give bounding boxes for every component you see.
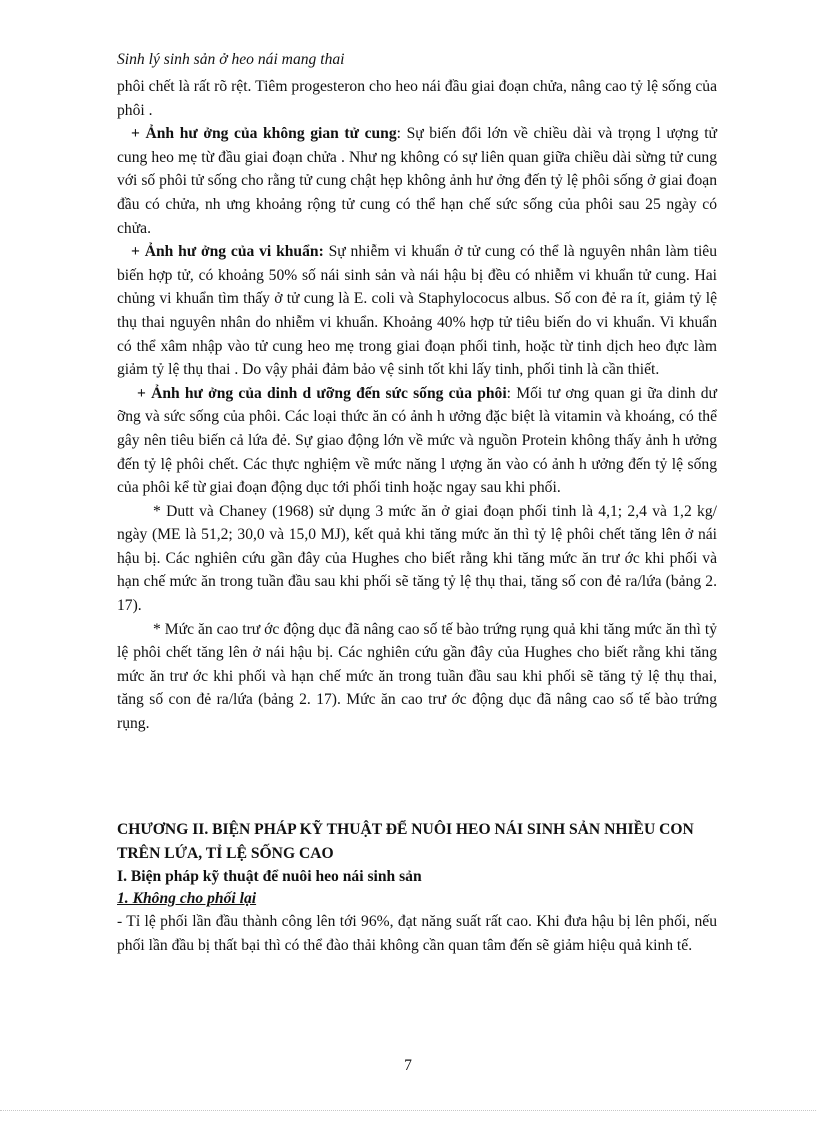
heading-uterine-space: + Ảnh hư ởng của không gian tử cung <box>131 125 397 143</box>
heading-nutrition: + Ảnh hư ởng của dinh d ưỡng đến sức sống của phôi <box>137 384 507 402</box>
page-bottom-border <box>0 1110 816 1111</box>
paragraph-uterine-space <box>117 122 717 240</box>
page-number: 7 <box>404 1057 412 1074</box>
heading-bacteria: + Ảnh hư ởng của vi khuẩn: <box>131 243 324 261</box>
paragraph-bacteria <box>117 240 717 382</box>
section-title: I. Biện pháp kỹ thuật để nuôi heo nái sinh sản <box>117 868 422 885</box>
running-header: Sinh lý sinh sản ở heo nái mang thai <box>117 51 345 68</box>
paragraph-progesteron: phôi chết là rất rõ rệt. Tiêm progesteron cho heo nái đầu giai đoạn chửa, nâng cao tỷ lệ sống của phôi . <box>117 78 717 119</box>
paragraph-feeding-level: * Mức ăn cao trư ớc động dục đã nâng cao số tế bào trứng rụng quả khi tăng mức ăn thì tỷ lệ phôi chết tăng lên ở nái hậu bị. Các nghiên cứu gần đây của Hughes cho biết rằng khi tăng mức ăn trư ớc khi phối và hạn chế mức ăn trong tuần đầu sau khi phối sẽ tăng tỷ lệ thụ thai, tăng số con đẻ ra/lứa (bảng 2. 17). Mức ăn cao trư ớc động dục đã nâng cao số tế bào trứng rụng. <box>117 620 717 733</box>
chapter-title: CHƯƠNG II. BIỆN PHÁP KỸ THUẬT ĐỂ NUÔI HEO NÁI SINH SẢN NHIỀU CON TRÊN LỨA, TỈ LỆ SỐNG CAO <box>117 821 694 862</box>
chapter-section <box>117 818 717 957</box>
paragraph-nutrition <box>117 382 717 500</box>
body-text <box>117 75 717 736</box>
paragraph-dutt-chaney: * Dutt và Chaney (1968) sử dụng 3 mức ăn ở giai đoạn phối tinh là 4,1; 2,4 và 1,2 kg/ ngày (ME là 51,2; 30,0 và 15,0 MJ), kết quả khi tăng mức ăn thì tỷ lệ phôi chết tăng lên ở nái hậu bị. Các nghiên cứu gần đây của Hughes cho biết rằng khi tăng mức ăn trư ớc khi phối và hạn chế mức ăn trong tuần đầu sau khi phối sẽ tăng tỷ lệ thụ thai, tăng số con đẻ ra/lứa (bảng 2. 17). <box>117 502 717 615</box>
text-nutrition: : Mối tư ơng quan gi ữa dinh dư ỡng và sức sống của phôi. Các loại thức ăn có ảnh h ưởng đặc biệt là vitamin và khoáng, có thể gây nên tiêu biến cả lứa đẻ. Sự giao động lớn về mức và nguồn Protein không thấy ảnh h ưởng đến tỷ lệ phôi chết. Các thực nghiệm về mức năng l ượng ăn vào có ảnh h ưởng đến tỷ lệ sống của phôi kể từ giai đoạn động dục tới phối tinh hoặc ngay sau khi phối. <box>117 384 717 497</box>
text-uterine-space: : Sự biến đổi lớn về chiều dài và trọng l ượng tử cung heo mẹ từ đầu giai đoạn chửa . Như ng không có sự liên quan giữa chiều dài sừng tử cung với số phôi tử sống cho rằng tử cung chật hẹp không ảnh hư ởng đến tỷ lệ phôi sống ở giai đoạn đầu có chửa, nh ưng khoảng rộng tử cung có thể hạn chế sức sống của phôi sau 25 ngày có chửa. <box>117 125 718 237</box>
subsection-title: 1. Không cho phối lại <box>117 890 257 907</box>
text-bacteria: Sự nhiễm vi khuẩn ở tử cung có thể là nguyên nhân làm tiêu biến hợp tử, có khoảng 50% số nái sinh sản và nái hậu bị đều có nhiễm vi khuẩn tử cung. Hai chủng vi khuẩn tìm thấy ở tử cung là E. coli và Staphylococus albus. Số con đẻ ra ít, giảm tỷ lệ thụ thai nguyên nhân do nhiễm vi khuẩn. Khoảng 40% hợp tử tiêu biến do vi khuẩn. Vi khuẩn có thể xâm nhập vào tử cung heo mẹ trong giai đoạn phối tinh, hoặc từ tinh dịch heo đực làm giảm tỷ lệ thụ thai . Do vậy phải đảm bảo vệ sinh tốt khi lấy tinh, phối tinh là cần thiết. <box>117 243 718 379</box>
paragraph-first-mating: - Tỉ lệ phối lần đầu thành công lên tới 96%, đạt năng suất rất cao. Khi đưa hậu bị lên phối, nếu phối lần đầu bị thất bại thì có thể đào thải không cần quan tâm đến sẽ giảm hiệu quả kinh tế. <box>117 913 717 954</box>
